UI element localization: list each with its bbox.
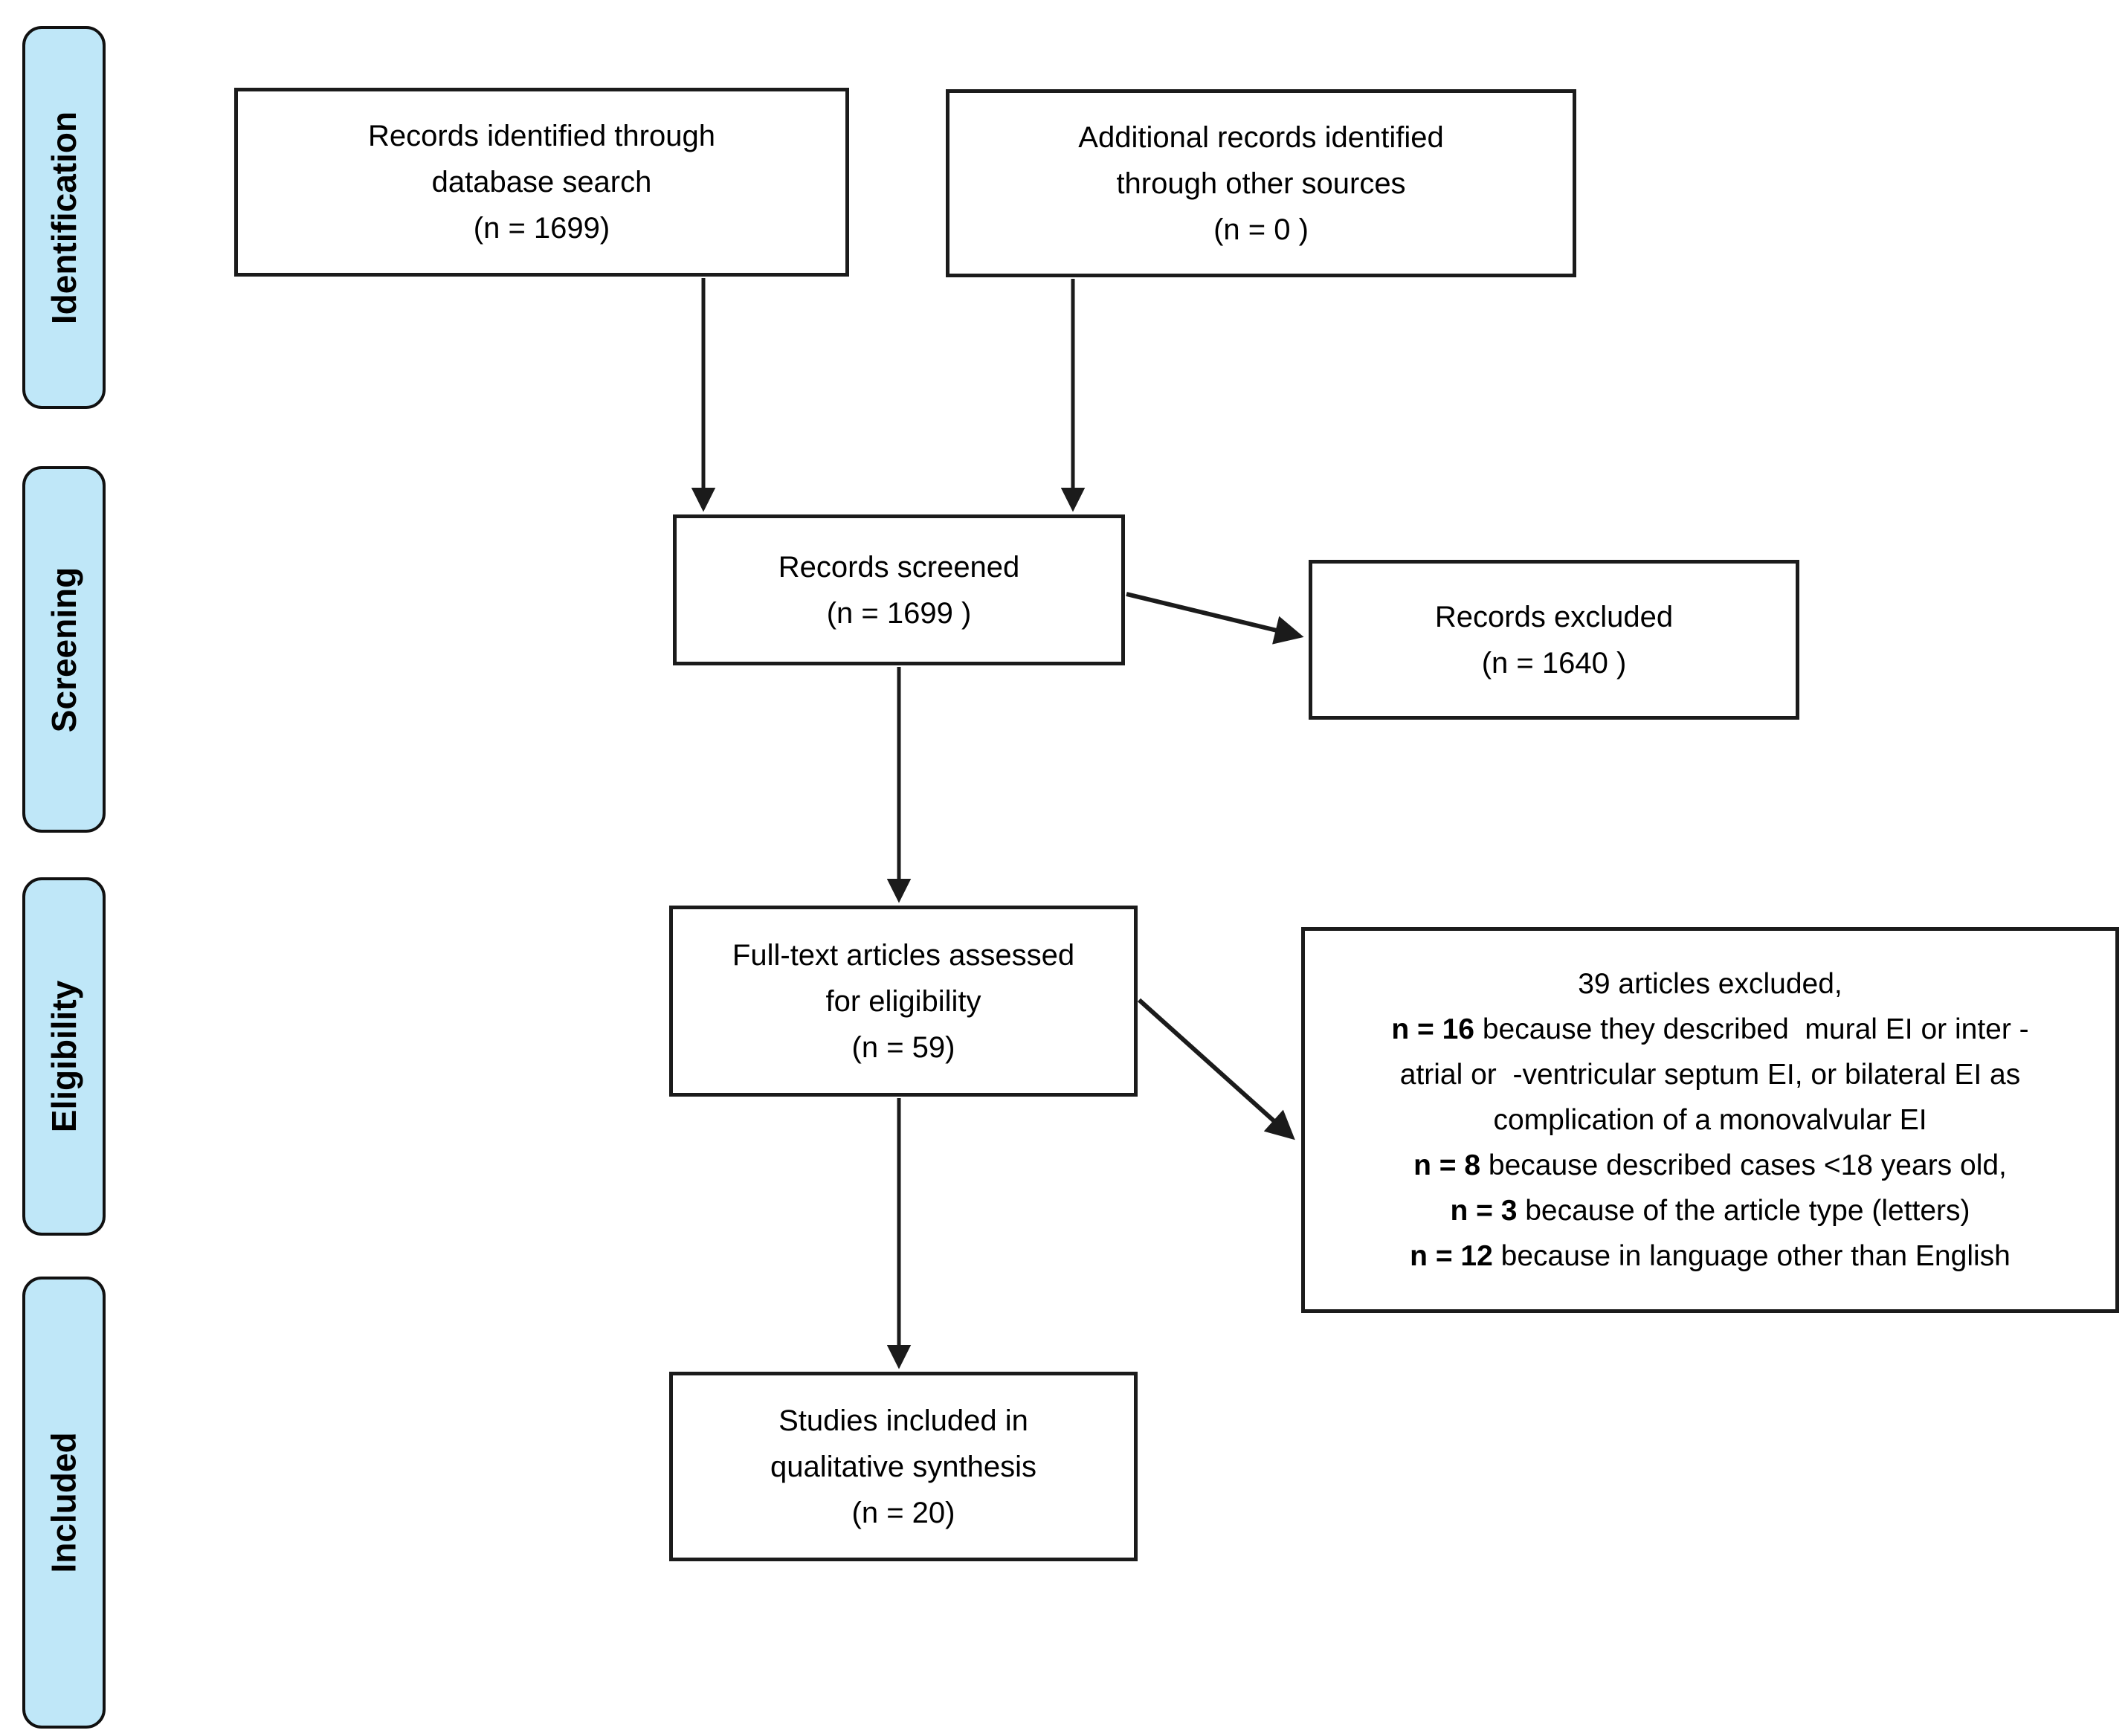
box-records-identified-count: (n = 1699) [473,212,610,245]
fulltext-excluded-line7-text: because in language other than English [1492,1240,2011,1272]
fulltext-excluded-line3-text: atrial or -ventricular septum EI, or bilateral EI as [1399,1059,2021,1091]
box-studies-included-line1: Studies included in [778,1404,1028,1437]
box-additional-records-line2: through other sources [1116,167,1406,200]
stage-eligibility-label: Eligibility [45,980,83,1133]
box-fulltext-assessed [669,906,1138,1097]
stage-identification [22,26,106,409]
box-records-screened-line1: Records screened [778,550,1020,584]
fulltext-excluded-line4-text: complication of a monovalvular EI [1493,1104,1927,1136]
fulltext-excluded-line7-count: n = 12 [1410,1240,1493,1272]
stage-included [22,1277,106,1729]
box-studies-included [669,1372,1138,1561]
box-records-excluded-line1: Records excluded [1434,600,1674,633]
box-studies-included-count: (n = 20) [851,1496,955,1529]
box-additional-records [946,89,1576,277]
arrow-fulltext-to-excluded-reasons [1139,1000,1291,1136]
box-additional-records-line1: Additional records identified [1078,120,1444,154]
fulltext-excluded-line6-text: because of the article type (letters) [1517,1195,1970,1227]
arrow-screened-to-excluded [1126,594,1298,636]
fulltext-excluded-line6-count: n = 3 [1450,1195,1518,1227]
box-records-screened-count: (n = 1699 ) [826,596,972,630]
box-fulltext-assessed-line1: Full-text articles assessed [732,938,1075,972]
box-records-excluded-count: (n = 1640 ) [1481,646,1627,680]
box-records-identified-line2: database search [431,166,652,199]
box-records-identified [234,88,849,277]
box-fulltext-assessed-line2: for eligibility [825,984,981,1018]
fulltext-excluded-line5-count: n = 8 [1413,1149,1481,1181]
fulltext-excluded-line2-count: n = 16 [1391,1013,1474,1045]
fulltext-excluded-line1-text: 39 articles excluded, [1578,968,1842,1000]
stage-eligibility [22,877,106,1236]
fulltext-excluded-line2-text: because they described mural EI or inter - [1474,1013,2029,1045]
stage-screening-label: Screening [45,567,84,732]
box-additional-records-count: (n = 0 ) [1213,213,1309,246]
fulltext-excluded-line1 [1578,961,1842,1007]
fulltext-excluded-line4 [1493,1097,1927,1143]
box-fulltext-assessed-count: (n = 59) [851,1030,955,1064]
fulltext-excluded-line5 [1413,1143,2007,1188]
box-records-excluded [1309,560,1799,720]
box-fulltext-excluded-reasons [1301,927,2119,1313]
fulltext-excluded-line3 [1400,1052,2020,1097]
fulltext-excluded-line5-text: because described cases <18 years old, [1480,1149,2007,1181]
fulltext-excluded-line6 [1450,1188,1970,1233]
stage-screening [22,466,106,833]
box-records-identified-line1: Records identified through [368,120,715,152]
box-studies-included-line2: qualitative synthesis [770,1450,1036,1483]
box-records-screened [673,514,1125,665]
stage-included-label: Included [45,1432,83,1573]
fulltext-excluded-line2 [1391,1007,2028,1052]
fulltext-excluded-line7 [1410,1233,2011,1279]
stage-identification-label: Identification [45,111,84,324]
